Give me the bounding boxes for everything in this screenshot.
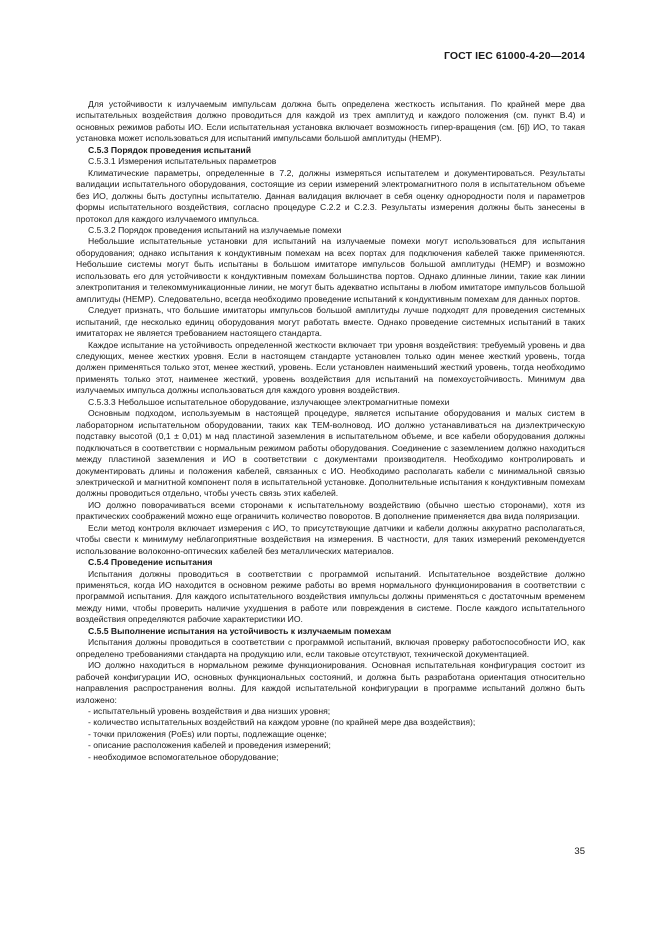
paragraph: Небольшие испытательные установки для испытаний на излучаемые помехи могут использоваться для испытания оборудования; однако испытания к кондуктивным помехам на всех портах для подключения кабелей также применяются. Небольшие системы могут быть испытаны в большом имитаторе импульсов большой амплитуды (HEMP) и возможно использовать его для устойчивости к кондуктивным помехам большинства портов. Однако длинные линии, такие как линии электропитания и телекоммуникационные линии, не могут быть адекватно испытаны в любом имитаторе импульсов большой амплитуды (HEMP). Следовательно, всегда необходимо проведение испытаний к кондуктивным помехам для данных портов. [76, 236, 585, 304]
paragraph: Для устойчивости к излучаемым импульсам должна быть определена жесткость испытания. По крайней мере два испытательных воздействия должно проводиться для каждой из трех амплитуд и каждого положения (см. пункт В.4) и основных режимов работы ИО. Если испытательная установка включает возможность гипер-вращения (см. [6]) ИО, то такая установка может использоваться для испытаний импульсами большой амплитуды (HEMP). [76, 99, 585, 144]
document-body [76, 99, 585, 763]
paragraph: Основным подходом, используемым в настоящей процедуре, является испытание оборудования и малых систем в лабораторном испытательном оборудовании, таких как ТЕМ-волновод. ИО должно устанавливаться на диэлектрическую подставку высотой (0,1 ± 0,01) м над пластиной заземления в испытательном объеме, и все кабели оборудования должны подключаться в соответствии с нормальным режимом работы оборудования. Соединение с заземлением должно находиться между пластиной заземления и ИО в соответствии с документами производителя. Необходимо контролировать и документировать длины и положения кабелей, связанных с ИО. Необходимо располагать кабели с минимальной связью электрической и магнитной компонент поля в испытательной установке. Дополнительные испытания к кондуктивным помехам должны проводиться отдельно, чтобы учесть связь этих кабелей. [76, 408, 585, 499]
paragraph: Климатические параметры, определенные в 7.2, должны измеряться испытателем и документироваться. Результаты валидации испытательного оборудования, состоящие из серии измерений электромагнитного поля в испытательном объеме без ИО, должны быть доступны испытателю. Данная валидация включает в себя оценку однородности поля и параметров формы испытательного воздействия, согласно процедуре С.2.2 и С.2.3. Результаты измерения должны быть занесены в протокол для каждого излучаемого импульса. [76, 167, 585, 224]
paragraph: Следует признать, что большие имитаторы импульсов большой амплитуды лучше подходят для проведения системных испытаний, где несколько единиц оборудования могут работать вместе. Однако проведение системных испытаний в таких имитаторах не является требованием настоящего стандарта. [76, 305, 585, 339]
subsection-heading: С.5.3.1 Измерения испытательных параметров [88, 156, 277, 167]
paragraph: ИО должно поворачиваться всеми сторонами к испытательному воздействию (обычно шестью сторонами), хотя из практических соображений можно еще ограничить количество поворотов. В дополнение применяется два вида поляризации. [76, 499, 585, 522]
subsection-heading: С.5.3.3 Небольшое испытательное оборудование, излучающее электромагнитные помехи [88, 396, 450, 407]
list-item: - точки приложения (PoEs) или порты, подлежащие оценке; [88, 728, 327, 739]
paragraph: Каждое испытание на устойчивость определенной жесткости включает три уровня воздействия: требуемый уровень и два следующих, менее жестких уровня. Если в настоящем стандарте установлен только один менее жесткий уровень, тогда должен применяться только этот, менее жесткий, уровень. Если установлен наименьший жесткий уровень, тогда необходимо применять только этот, наименее жесткий, уровень воздействия для испытаний на помехоустойчивость. Минимум два излучаемых импульса должны использоваться для каждого уровня воздействия. [76, 339, 585, 396]
paragraph: ИО должно находиться в нормальном режиме функционирования. Основная испытательная конфигурация состоит из рабочей конфигурации ИО, основных функциональных состояний, и должна быть разработана ориентация относительно направления распространения волны. Для каждой испытательной конфигурации в программе испытаний должно быть изложено: [76, 660, 585, 705]
paragraph: Если метод контроля включает измерения с ИО, то присутствующие датчики и кабели должны аккуратно располагаться, чтобы свести к минимуму неблагоприятные воздействия на измерения. В частности, для таких измерений рекомендуется использование волоконно-оптических кабелей без металлических материалов. [76, 522, 585, 556]
list-item: - количество испытательных воздействий на каждом уровне (по крайней мере два воздействия); [88, 717, 476, 728]
section-heading: С.5.3 Порядок проведения испытаний [88, 144, 251, 155]
document-header: ГОСТ IEC 61000-4-20—2014 [443, 50, 585, 62]
list-item: - описание расположения кабелей и проведения измерений; [88, 740, 331, 751]
paragraph: Испытания должны проводиться в соответствии с программой испытаний, включая проверку работоспособности ИО, как определено требованиями стандарта на продукцию или, если таковые отсутствуют, технической документацией. [76, 637, 585, 659]
section-heading: С.5.4 Проведение испытания [88, 557, 213, 568]
section-heading: С.5.5 Выполнение испытания на устойчивость к излучаемым помехам [88, 625, 392, 636]
list-item: - необходимое вспомогательное оборудование; [88, 751, 279, 762]
page-number: 35 [574, 846, 585, 857]
list-item: - испытательный уровень воздействия и два низших уровня; [88, 706, 331, 717]
subsection-heading: С.5.3.2 Порядок проведения испытаний на излучаемые помехи [88, 224, 342, 235]
paragraph: Испытания должны проводиться в соответствии с программой испытаний. Испытательное воздействие должно применяться, когда ИО находится в основном режиме работы во время нормального функционирования в соответствии с программой испытания. Для каждого испытательного воздействия импульсы должны применяться с достаточным временем между ними, чтобы проверить наличие ухудшения в работе или повреждения в системе. После каждого испытательного воздействия определяются рабочие характеристики ИО. [76, 568, 585, 625]
